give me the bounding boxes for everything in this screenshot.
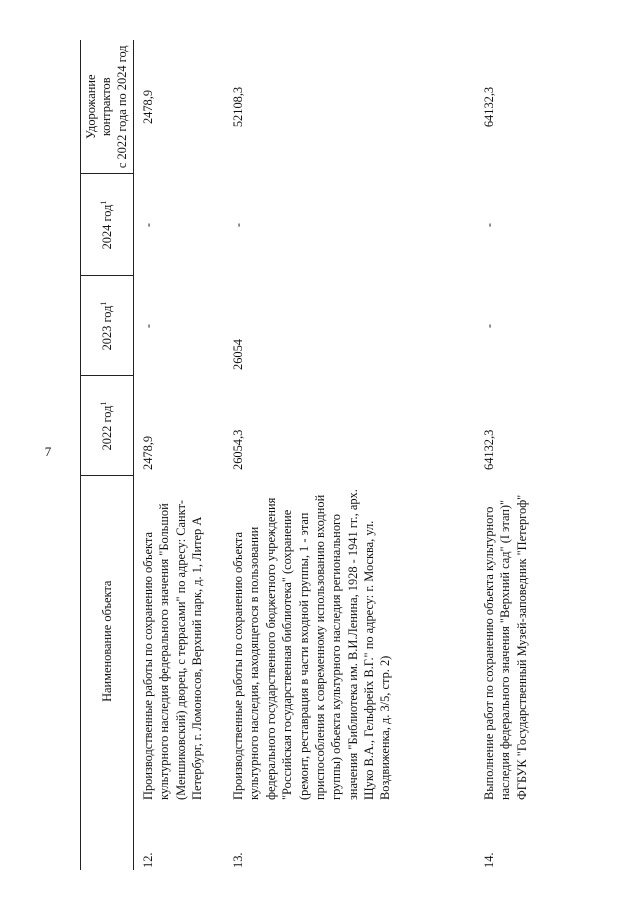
header-number <box>81 806 134 870</box>
rotated-table-container <box>80 40 560 870</box>
value-increase: 52108,3 <box>231 86 245 128</box>
value-increase: 2478,9 <box>141 89 155 125</box>
header-contract-increase: Удорожание контрактов с 2022 года по 2024 год <box>81 40 134 174</box>
footnote-mark: 1 <box>98 401 108 406</box>
footnote-mark: 1 <box>98 200 108 205</box>
value-2024: - <box>141 222 155 228</box>
footnote-mark: 1 <box>98 301 108 306</box>
header-year-2022: 2022 год$^1$ <box>81 376 134 476</box>
value-2024: - <box>231 222 245 228</box>
value-2022: 64132,3 <box>482 429 496 470</box>
page-number: 7 <box>44 444 52 459</box>
value-2024: - <box>482 222 496 228</box>
value-2022: 2478,9 <box>141 435 155 470</box>
object-name: Производственные работы по сохранению объекта культурного наследия, находящегося в пользовании федерального государственного бюджетного учреждения "Российская государственная библиотека" (сохранение (ремонт, реставрация в части входной группы, 1 - этап приспособления к современному использованию входной группы) объекта культурного наследия регионального значения "Библиотека им. В.И.Ленина, 1928 - 1941 гг., арх. Щуко В.А., Гельфрейх В.Г." по адресу: г. Москва, ул. Воздвиженка, д. 3/5, стр. 2) <box>231 489 393 800</box>
cost-table <box>80 40 576 870</box>
row-number: 12. <box>141 852 155 868</box>
row-number: 13. <box>231 852 245 868</box>
header-year-2023: 2023 год$^1$ <box>81 276 134 376</box>
value-2022: 26054,3 <box>231 429 245 470</box>
header-year-2024: 2024 год$^1$ <box>81 174 134 276</box>
value-2023: - <box>141 323 155 329</box>
table-row <box>475 40 576 870</box>
value-2023: 26054 <box>231 339 245 370</box>
table-header-row <box>81 40 134 870</box>
table-row <box>134 40 225 870</box>
row-number: 14. <box>482 852 496 868</box>
object-name: Производственные работы по сохранению объекта культурного наследия федерального значения "Большой (Меншиковский) дворец, с террасами" по адресу: Санкт-Петербург, г. Ломоносов, Верхний парк, д. 1, Литер А <box>141 499 205 800</box>
value-2023: - <box>482 323 496 329</box>
value-increase: 64132,3 <box>482 86 496 128</box>
object-name: Выполнение работ по сохранению объекта культурного наследия федерального значения "Верхний сад" (I этап)" ФГБУК "Государственный Музей-заповедник "Петергоф" <box>482 494 529 800</box>
table-row <box>224 40 475 870</box>
header-object-name: Наименование объекта <box>81 476 134 806</box>
